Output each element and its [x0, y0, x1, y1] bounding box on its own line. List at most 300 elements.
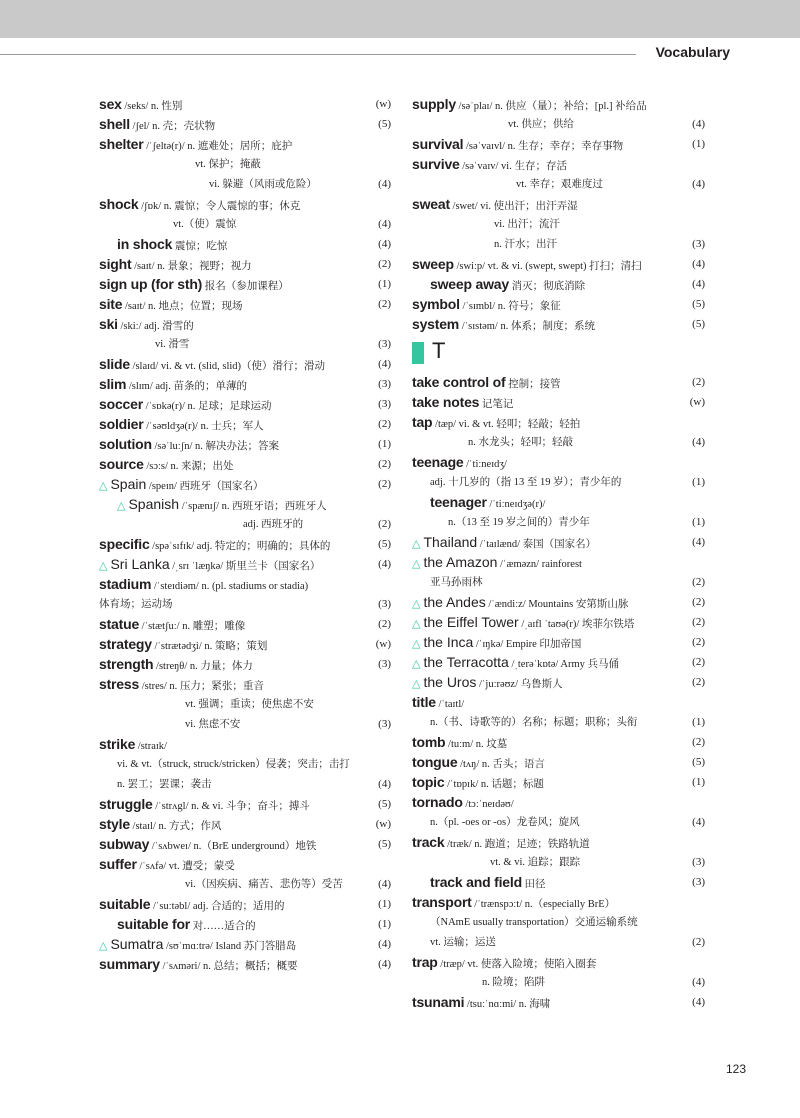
unit-number: (5) — [692, 756, 705, 768]
entry-line — [99, 234, 391, 254]
headword: strategy — [99, 636, 152, 652]
definition-text: /saɪt/ n. 景象；视野；视力 — [131, 261, 252, 272]
unit-number: (4) — [378, 938, 391, 950]
headword: specific — [99, 536, 150, 552]
triangle-marker-icon: △ — [412, 617, 421, 630]
triangle-marker-icon: △ — [412, 537, 421, 550]
unit-number: (2) — [692, 376, 705, 388]
unit-number: (w) — [375, 818, 391, 830]
unit-number: (4) — [692, 436, 705, 448]
definition-text: /spəˈsɪfɪk/ adj. 特定的；明确的；具体的 — [149, 541, 331, 552]
unit-number: (1) — [692, 716, 705, 728]
headword: summary — [99, 956, 160, 972]
definition-text: /ˈtaɪtl/ — [435, 699, 465, 710]
definition-text: /ˈsuːtəbl/ adj. 合适的；适用的 — [150, 901, 285, 912]
headword: ski — [99, 316, 118, 332]
unit-number: (4) — [692, 278, 705, 290]
triangle-marker-icon: △ — [412, 637, 421, 650]
definition-text: /ˌaɪfl ˈtaʊə(r)/ 埃菲尔铁塔 — [518, 619, 635, 630]
definition-text: /skiː/ adj. 滑雪的 — [117, 321, 194, 332]
unit-number: (4) — [378, 958, 391, 970]
definition-text: 对……适合的 — [190, 921, 256, 932]
definition-text: n.（书、诗歌等的）名称；标题；职称；头衔 — [430, 717, 638, 728]
unit-number: (w) — [375, 638, 391, 650]
definition-text: /ʃɒk/ n. 震惊；令人震惊的事；休克 — [138, 201, 301, 212]
headword: tsunami — [412, 994, 465, 1010]
unit-number: (2) — [692, 616, 705, 628]
headword: symbol — [412, 296, 460, 312]
definition-text: /speɪn/ 西班牙（国家名） — [146, 481, 264, 492]
entry-line — [412, 214, 705, 234]
headword: strike — [99, 736, 136, 752]
definition-text: vt. & vi. 追踪；跟踪 — [490, 857, 581, 868]
unit-number: (2) — [692, 676, 705, 688]
proper-noun: Thailand — [423, 534, 478, 550]
entry-line — [99, 894, 391, 914]
entry-line — [99, 294, 391, 314]
page-number: 123 — [725, 1062, 746, 1076]
headword: sweep — [412, 256, 454, 272]
entry-line — [99, 194, 391, 214]
entry-line — [99, 794, 391, 814]
proper-noun: Sumatra — [110, 936, 164, 952]
entry-line — [99, 274, 391, 294]
entry-line — [412, 512, 705, 532]
triangle-marker-icon: △ — [99, 939, 108, 952]
unit-number: (1) — [378, 438, 391, 450]
unit-number: (3) — [378, 338, 391, 350]
headword: system — [412, 316, 460, 332]
entry-line — [412, 852, 705, 872]
definition-text: vi. 焦虑不安 — [185, 719, 241, 730]
entry-line — [99, 834, 391, 854]
entry-line — [412, 992, 705, 1012]
definition-text: /ˈæməzn/ rainforest — [497, 559, 582, 570]
entry-line — [412, 592, 705, 612]
proper-noun: the Eiffel Tower — [423, 614, 519, 630]
unit-number: (1) — [378, 898, 391, 910]
definition-text: /ˈsɒkə(r)/ n. 足球；足球运动 — [142, 401, 272, 412]
unit-number: (2) — [378, 418, 391, 430]
definition-text: /ˈtaɪlænd/ 泰国（国家名） — [477, 539, 597, 550]
unit-number: (4) — [378, 558, 391, 570]
headword: take control of — [412, 374, 506, 390]
headword: shelter — [99, 136, 144, 152]
unit-number: (2) — [692, 656, 705, 668]
entry-line — [99, 174, 391, 194]
proper-noun: the Andes — [423, 594, 486, 610]
definition-text: vi. 躲避（风雨或危险） — [209, 179, 317, 190]
headword: slim — [99, 376, 127, 392]
definition-text: adj. 西班牙的 — [243, 519, 304, 530]
entry-line — [412, 892, 705, 912]
headword: site — [99, 296, 123, 312]
definition-text: vt. 保护；掩蔽 — [195, 159, 261, 170]
unit-number: (3) — [378, 598, 391, 610]
definition-text: /ˈsteɪdiəm/ n. (pl. stadiums or stadia) — [151, 581, 309, 592]
unit-number: (5) — [692, 318, 705, 330]
entry-line — [99, 854, 391, 874]
headword: tomb — [412, 734, 446, 750]
definition-text: /tʌŋ/ n. 舌头；语言 — [457, 759, 545, 770]
unit-number: (1) — [692, 476, 705, 488]
triangle-marker-icon: △ — [99, 559, 108, 572]
unit-number: (5) — [378, 798, 391, 810]
definition-text: /ˈtrænspɔːt/ n.（especially BrE） — [471, 899, 616, 910]
entry-line — [99, 734, 391, 754]
entry-line — [99, 714, 391, 734]
headword: slide — [99, 356, 130, 372]
entry-line — [99, 634, 391, 654]
top-gray-band — [0, 0, 800, 38]
unit-number: (4) — [692, 536, 705, 548]
unit-number: (5) — [692, 298, 705, 310]
entry-line — [99, 474, 391, 494]
unit-number: (1) — [692, 138, 705, 150]
definition-text: n. 水龙头；轻叩；轻敲 — [468, 437, 573, 448]
headword: sign up (for sth) — [99, 276, 203, 292]
unit-number: (3) — [378, 658, 391, 670]
definition-text: vi.（因疾病、痛苦、悲伤等）受苦 — [185, 879, 343, 890]
entry-line — [99, 214, 391, 234]
definition-text: /səˈluːʃn/ n. 解决办法；答案 — [151, 441, 280, 452]
entry-line — [412, 572, 705, 592]
entry-line — [412, 314, 705, 334]
headword: sex — [99, 96, 122, 112]
unit-number: (4) — [692, 976, 705, 988]
unit-number: (3) — [378, 718, 391, 730]
proper-noun: Spain — [110, 476, 147, 492]
entry-line — [412, 412, 705, 432]
proper-noun: the Uros — [423, 674, 477, 690]
definition-text: /træp/ vt. 使落入险境；使陷入圈套 — [437, 959, 597, 970]
entry-line — [412, 94, 705, 114]
entry-line — [99, 94, 391, 114]
right-column — [412, 94, 705, 1012]
definition-text: /streŋθ/ n. 力量；体力 — [153, 661, 253, 672]
headword: style — [99, 816, 130, 832]
entry-line — [99, 434, 391, 454]
unit-number: (4) — [378, 778, 391, 790]
entry-line — [99, 494, 391, 514]
unit-number: (4) — [692, 178, 705, 190]
definition-text: vi. 出汗；流汗 — [494, 219, 560, 230]
entry-line — [412, 672, 705, 692]
definition-text: /tuːm/ n. 坟墓 — [445, 739, 508, 750]
definition-text: /tsuːˈnɑːmi/ n. 海啸 — [464, 999, 551, 1010]
unit-number: (2) — [692, 736, 705, 748]
definition-text: 消灭；彻底消除 — [508, 281, 586, 292]
headword: take notes — [412, 394, 480, 410]
entry-line — [99, 354, 391, 374]
definition-text: 体育场；运动场 — [99, 599, 173, 610]
entry-line — [412, 632, 705, 652]
entry-line — [99, 954, 391, 974]
definition-text: n. 险境；陷阱 — [482, 977, 545, 988]
headword: sweat — [412, 196, 450, 212]
headword: stadium — [99, 576, 152, 592]
definition-text: vt. 运输；运送 — [430, 937, 496, 948]
definition-text: 控制；接管 — [505, 379, 561, 390]
unit-number: (2) — [378, 458, 391, 470]
unit-number: (2) — [692, 636, 705, 648]
unit-number: (2) — [378, 298, 391, 310]
headword: tap — [412, 414, 433, 430]
headword: in shock — [117, 236, 173, 252]
unit-number: (5) — [378, 118, 391, 130]
headword: solution — [99, 436, 152, 452]
definition-text: /ˈsɪmbl/ n. 符号；象征 — [459, 301, 561, 312]
entry-line — [412, 972, 705, 992]
unit-number: (4) — [378, 238, 391, 250]
definition-text: 田径 — [521, 879, 546, 890]
headword: suitable for — [117, 916, 191, 932]
definition-text: /tæp/ vi. & vt. 轻叩；轻敲；轻拍 — [432, 419, 581, 430]
entry-line — [412, 772, 705, 792]
unit-number: (4) — [378, 178, 391, 190]
proper-noun: the Amazon — [423, 554, 498, 570]
unit-number: (1) — [378, 278, 391, 290]
entry-line — [412, 812, 705, 832]
header-rule — [0, 54, 636, 55]
definition-text: /saɪt/ n. 地点；位置；现场 — [122, 301, 243, 312]
unit-number: (w) — [375, 98, 391, 110]
entry-line — [412, 912, 705, 932]
definition-text: 震惊；吃惊 — [172, 241, 228, 252]
entry-line — [99, 134, 391, 154]
unit-number: (4) — [378, 358, 391, 370]
definition-text: /ˈstætʃuː/ n. 雕塑；雕像 — [139, 621, 246, 632]
unit-number: (2) — [378, 478, 391, 490]
definition-text: vi. 滑雪 — [155, 339, 190, 350]
headword: struggle — [99, 796, 153, 812]
entry-line — [99, 594, 391, 614]
unit-number: (4) — [692, 118, 705, 130]
entry-line — [412, 872, 705, 892]
unit-number: (2) — [378, 618, 391, 630]
entry-line — [99, 654, 391, 674]
definition-text: /ˈstrætədʒi/ n. 策略；策划 — [151, 641, 268, 652]
definition-text: （NAmE usually transportation）交通运输系统 — [430, 917, 638, 928]
definition-text: vi. & vt.（struck, struck/stricken）侵袭；突击；击打 — [117, 759, 350, 770]
entry-line — [412, 932, 705, 952]
headword: stress — [99, 676, 140, 692]
entry-line — [412, 392, 705, 412]
unit-number: (4) — [378, 218, 391, 230]
headword: sweep away — [430, 276, 509, 292]
definition-text: adj. 十几岁的（指 13 至 19 岁）；青少年的 — [430, 477, 622, 488]
entry-line — [99, 914, 391, 934]
unit-number: (3) — [378, 398, 391, 410]
entry-line — [99, 874, 391, 894]
headword: shell — [99, 116, 130, 132]
definition-text: /straɪk/ — [135, 741, 167, 752]
definition-text: /ˈtɒpɪk/ n. 话题；标题 — [444, 779, 544, 790]
definition-text: /səˈvaɪv/ vi. 生存；存活 — [459, 161, 567, 172]
definition-text: n. 罢工；罢课；袭击 — [117, 779, 212, 790]
entry-line — [99, 814, 391, 834]
definition-text: /ˈtiːneɪdʒ/ — [463, 459, 507, 470]
entry-line — [412, 452, 705, 472]
definition-text: /ˈjuːrəʊz/ 乌鲁斯人 — [476, 679, 563, 690]
entry-line — [99, 254, 391, 274]
entry-line — [412, 732, 705, 752]
definition-text: /træk/ n. 跑道；足迹；铁路轨道 — [444, 839, 590, 850]
entry-line — [99, 574, 391, 594]
entry-line — [412, 154, 705, 174]
headword: suffer — [99, 856, 137, 872]
unit-number: (w) — [689, 396, 705, 408]
entry-line — [99, 934, 391, 954]
unit-number: (2) — [692, 936, 705, 948]
definition-text: /slɪm/ adj. 苗条的；单薄的 — [126, 381, 247, 392]
unit-number: (2) — [692, 596, 705, 608]
unit-number: (1) — [692, 776, 705, 788]
definition-text: 报名（参加课程） — [202, 281, 289, 292]
entry-line — [99, 674, 391, 694]
proper-noun: Sri Lanka — [110, 556, 170, 572]
unit-number: (3) — [692, 856, 705, 868]
triangle-marker-icon: △ — [412, 557, 421, 570]
unit-number: (3) — [378, 378, 391, 390]
entry-line — [412, 472, 705, 492]
entry-line — [99, 374, 391, 394]
letter-section-heading — [412, 334, 705, 372]
headword: tongue — [412, 754, 458, 770]
entry-line — [412, 194, 705, 214]
headword: tornado — [412, 794, 463, 810]
proper-noun: the Terracotta — [423, 654, 509, 670]
entry-line — [412, 652, 705, 672]
definition-text: /stres/ n. 压力；紧张；重音 — [139, 681, 264, 692]
definition-text: vt. 幸存；艰难度过 — [516, 179, 603, 190]
definition-text: vt.（使）震惊 — [173, 219, 237, 230]
entry-line — [412, 274, 705, 294]
definition-text: /swet/ vi. 使出汗；出汗弄湿 — [449, 201, 578, 212]
entry-line — [412, 752, 705, 772]
headword: track — [412, 834, 445, 850]
headword: teenager — [430, 494, 487, 510]
entry-line — [412, 612, 705, 632]
entry-line — [412, 832, 705, 852]
headword: sight — [99, 256, 132, 272]
headword: survival — [412, 136, 464, 152]
entry-line — [99, 614, 391, 634]
definition-text: n.（pl. -oes or -os）龙卷风；旋风 — [430, 817, 580, 828]
letter-marker-bar — [412, 342, 424, 364]
headword: supply — [412, 96, 456, 112]
entry-line — [99, 414, 391, 434]
headword: soccer — [99, 396, 143, 412]
entry-line — [99, 514, 391, 534]
headword: survive — [412, 156, 460, 172]
unit-number: (4) — [378, 878, 391, 890]
proper-noun: Spanish — [128, 496, 180, 512]
definition-text: /ˈstrʌgl/ n. & vi. 斗争；奋斗；搏斗 — [152, 801, 310, 812]
definition-text: n.（13 至 19 岁之间的）青少年 — [448, 517, 590, 528]
right-column-t-entries — [412, 372, 705, 1012]
definition-text: /staɪl/ n. 方式；作风 — [129, 821, 222, 832]
definition-text: /ˈsɪstəm/ n. 体系；制度；系统 — [459, 321, 595, 332]
entry-line — [412, 952, 705, 972]
definition-text: /sɔːs/ n. 来源；出处 — [143, 461, 234, 472]
entry-line — [99, 314, 391, 334]
definition-text: /səˈplaɪ/ n. 供应（量）；补给；[pl.] 补给品 — [455, 101, 647, 112]
unit-number: (4) — [692, 816, 705, 828]
entry-line — [99, 454, 391, 474]
triangle-marker-icon: △ — [99, 479, 108, 492]
unit-number: (5) — [378, 538, 391, 550]
definition-text: /ˈtiːneɪdʒə(r)/ — [486, 499, 546, 510]
entry-line — [412, 552, 705, 572]
headword: shock — [99, 196, 139, 212]
definition-text: /tɔːˈneɪdəʊ/ — [462, 799, 514, 810]
triangle-marker-icon: △ — [412, 677, 421, 690]
entry-line — [412, 432, 705, 452]
headword: trap — [412, 954, 438, 970]
triangle-marker-icon: △ — [412, 657, 421, 670]
headword: teenage — [412, 454, 464, 470]
unit-number: (4) — [692, 258, 705, 270]
definition-text: /slaɪd/ vi. & vt. (slid, slid)（使）滑行；滑动 — [129, 361, 326, 372]
proper-noun: the Inca — [423, 634, 474, 650]
entry-line — [412, 114, 705, 134]
entry-line — [412, 532, 705, 552]
headword: title — [412, 694, 436, 710]
headword: transport — [412, 894, 472, 910]
entry-line — [99, 334, 391, 354]
entry-line — [412, 294, 705, 314]
headword: soldier — [99, 416, 144, 432]
definition-text: /ˌsrɪ ˈlæŋkə/ 斯里兰卡（国家名） — [169, 561, 321, 572]
definition-text: /seks/ n. 性别 — [121, 101, 183, 112]
definition-text: 亚马孙雨林 — [430, 577, 483, 588]
entry-line — [412, 254, 705, 274]
unit-number: (1) — [378, 918, 391, 930]
entry-line — [99, 774, 391, 794]
triangle-marker-icon: △ — [117, 499, 126, 512]
right-column-s-entries — [412, 94, 705, 334]
definition-text: /ˈsʌməri/ n. 总结；概括；概要 — [159, 961, 298, 972]
entry-line — [99, 754, 391, 774]
headword: source — [99, 456, 144, 472]
definition-text: /ˈsʌfə/ vt. 遭受；蒙受 — [136, 861, 235, 872]
entry-line — [412, 174, 705, 194]
entry-line — [412, 372, 705, 392]
definition-text: n. 汗水；出汗 — [494, 239, 557, 250]
headword: statue — [99, 616, 140, 632]
headword: track and field — [430, 874, 522, 890]
entry-line — [99, 394, 391, 414]
unit-number: (3) — [692, 238, 705, 250]
unit-number: (2) — [378, 518, 391, 530]
definition-text: /swiːp/ vt. & vi. (swept, swept) 打扫；清扫 — [453, 261, 642, 272]
unit-number: (5) — [378, 838, 391, 850]
unit-number: (2) — [692, 576, 705, 588]
unit-number: (3) — [692, 876, 705, 888]
triangle-marker-icon: △ — [412, 597, 421, 610]
definition-text: /ˈsəʊldʒə(r)/ n. 士兵；军人 — [143, 421, 264, 432]
definition-text: vt. 强调；重读；使焦虑不安 — [185, 699, 314, 710]
entry-line — [412, 492, 705, 512]
definition-text: /ˈʃeltə(r)/ n. 遮难处；居所；庇护 — [143, 141, 293, 152]
definition-text: 记笔记 — [479, 399, 514, 410]
definition-text: /ʃel/ n. 壳；壳状物 — [129, 121, 216, 132]
entry-line — [412, 792, 705, 812]
definition-text: /ˈɪŋkə/ Empire 印加帝国 — [473, 639, 582, 650]
definition-text: /səˈvaɪvl/ n. 生存；幸存；幸存事物 — [463, 141, 624, 152]
entry-line — [99, 694, 391, 714]
